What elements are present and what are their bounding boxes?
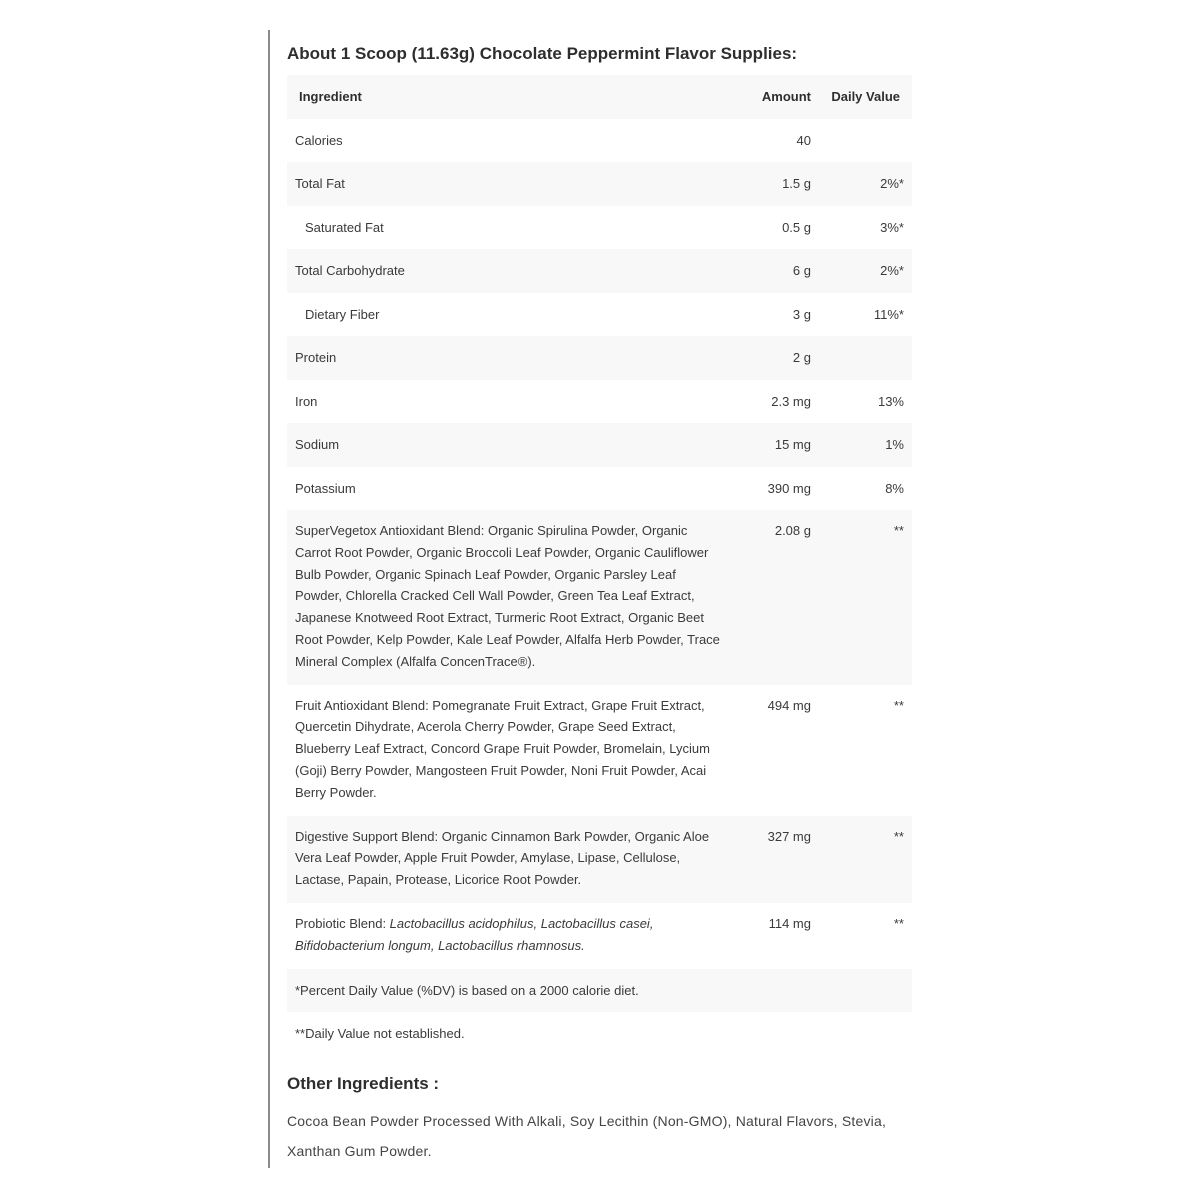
table-row-digestive-support-blend — [287, 816, 912, 903]
footnote-row-dv-basis — [287, 969, 912, 1013]
row-name: Saturated Fat — [287, 206, 735, 250]
blend-text: SuperVegetox Antioxidant Blend: Organic Spirulina Powder, Organic Carrot Root Powder, Organic Broccoli Leaf Powder, Organic Cauliflower Bulb Powder, Organic Spinach Leaf Powder, Organic Parsley Leaf Powder, Chlorella Cracked Cell Wall Powder, Green Tea Leaf Extract, Japanese Knotweed Root Extract, Turmeric Root Extract, Organic Beet Root Powder, Kelp Powder, Kale Leaf Powder, Alfalfa Herb Powder, Trace Mineral Complex (Alfalfa ConcenTrace®). — [287, 510, 735, 685]
blend-daily-value: ** — [817, 510, 912, 685]
blend-amount: 494 mg — [735, 685, 817, 816]
row-amount: 1.5 g — [735, 162, 817, 206]
serving-heading: About 1 Scoop (11.63g) Chocolate Peppermint Flavor Supplies: — [287, 44, 798, 63]
probiotic-amount: 114 mg — [735, 903, 817, 969]
table-row-total-fat — [287, 162, 912, 206]
probiotic-species: Lactobacillus acidophilus, Lactobacillus casei, Bifidobacterium longum, Lactobacillus rhamnosus. — [295, 915, 654, 953]
blend-daily-value: ** — [817, 816, 912, 903]
nutrition-table — [287, 75, 912, 1056]
row-daily-value: 11%* — [817, 293, 912, 337]
row-name: Calories — [287, 119, 735, 163]
row-name: Total Carbohydrate — [287, 249, 735, 293]
row-amount: 15 mg — [735, 423, 817, 467]
blend-amount: 327 mg — [735, 816, 817, 903]
row-daily-value — [817, 336, 912, 380]
table-row-protein — [287, 336, 912, 380]
table-row-iron — [287, 380, 912, 424]
supplement-facts-panel — [287, 40, 912, 1056]
row-daily-value: 13% — [817, 380, 912, 424]
row-amount: 40 — [735, 119, 817, 163]
table-header-row — [287, 75, 912, 119]
blend-daily-value: ** — [817, 685, 912, 816]
header-daily-value: Daily Value — [817, 75, 912, 119]
row-name: Iron — [287, 380, 735, 424]
row-name: Dietary Fiber — [287, 293, 735, 337]
table-row-potassium — [287, 467, 912, 511]
probiotic-label: Probiotic Blend: — [295, 915, 390, 931]
row-amount: 6 g — [735, 249, 817, 293]
row-daily-value: 1% — [817, 423, 912, 467]
blend-text: Digestive Support Blend: Organic Cinnamon Bark Powder, Organic Aloe Vera Leaf Powder, Apple Fruit Powder, Amylase, Lipase, Cellulose, Lactase, Papain, Protease, Licorice Root Powder. — [287, 816, 735, 903]
row-daily-value — [817, 119, 912, 163]
row-daily-value: 3%* — [817, 206, 912, 250]
row-name: Total Fat — [287, 162, 735, 206]
other-ingredients-text: Cocoa Bean Powder Processed With Alkali, Soy Lecithin (Non-GMO), Natural Flavors, Stevia, Xanthan Gum Powder. — [287, 1113, 887, 1159]
blend-amount: 2.08 g — [735, 510, 817, 685]
blend-text: Fruit Antioxidant Blend: Pomegranate Fruit Extract, Grape Fruit Extract, Quercetin Dihydrate, Acerola Cherry Powder, Grape Seed Extract, Blueberry Leaf Extract, Concord Grape Fruit Powder, Bromelain, Lycium (Goji) Berry Powder, Mangosteen Fruit Powder, Noni Fruit Powder, Acai Berry Powder. — [287, 685, 735, 816]
table-row-saturated-fat — [287, 206, 912, 250]
table-row-total-carbohydrate — [287, 249, 912, 293]
row-name: Protein — [287, 336, 735, 380]
left-divider-line — [268, 30, 270, 1168]
row-daily-value: 2%* — [817, 249, 912, 293]
row-amount: 3 g — [735, 293, 817, 337]
table-row-probiotic-blend — [287, 903, 912, 969]
row-daily-value: 8% — [817, 467, 912, 511]
probiotic-daily-value: ** — [817, 903, 912, 969]
header-ingredient: Ingredient — [287, 75, 735, 119]
footnote-row-dv-not-established — [287, 1012, 912, 1056]
other-ingredients-title: Other Ingredients : — [287, 1074, 440, 1093]
row-amount: 0.5 g — [735, 206, 817, 250]
table-row-sodium — [287, 423, 912, 467]
row-name: Potassium — [287, 467, 735, 511]
row-amount: 2.3 mg — [735, 380, 817, 424]
row-amount: 2 g — [735, 336, 817, 380]
footnote-dv-not-established: **Daily Value not established. — [287, 1012, 912, 1056]
table-row-calories — [287, 119, 912, 163]
probiotic-text — [287, 903, 735, 969]
footnote-dv-basis: *Percent Daily Value (%DV) is based on a 2000 calorie diet. — [287, 969, 912, 1013]
table-row-fruit-antioxidant-blend — [287, 685, 912, 816]
row-daily-value: 2%* — [817, 162, 912, 206]
table-row-supervegetox-blend — [287, 510, 912, 685]
row-name: Sodium — [287, 423, 735, 467]
header-amount: Amount — [735, 75, 817, 119]
table-row-dietary-fiber — [287, 293, 912, 337]
row-amount: 390 mg — [735, 467, 817, 511]
